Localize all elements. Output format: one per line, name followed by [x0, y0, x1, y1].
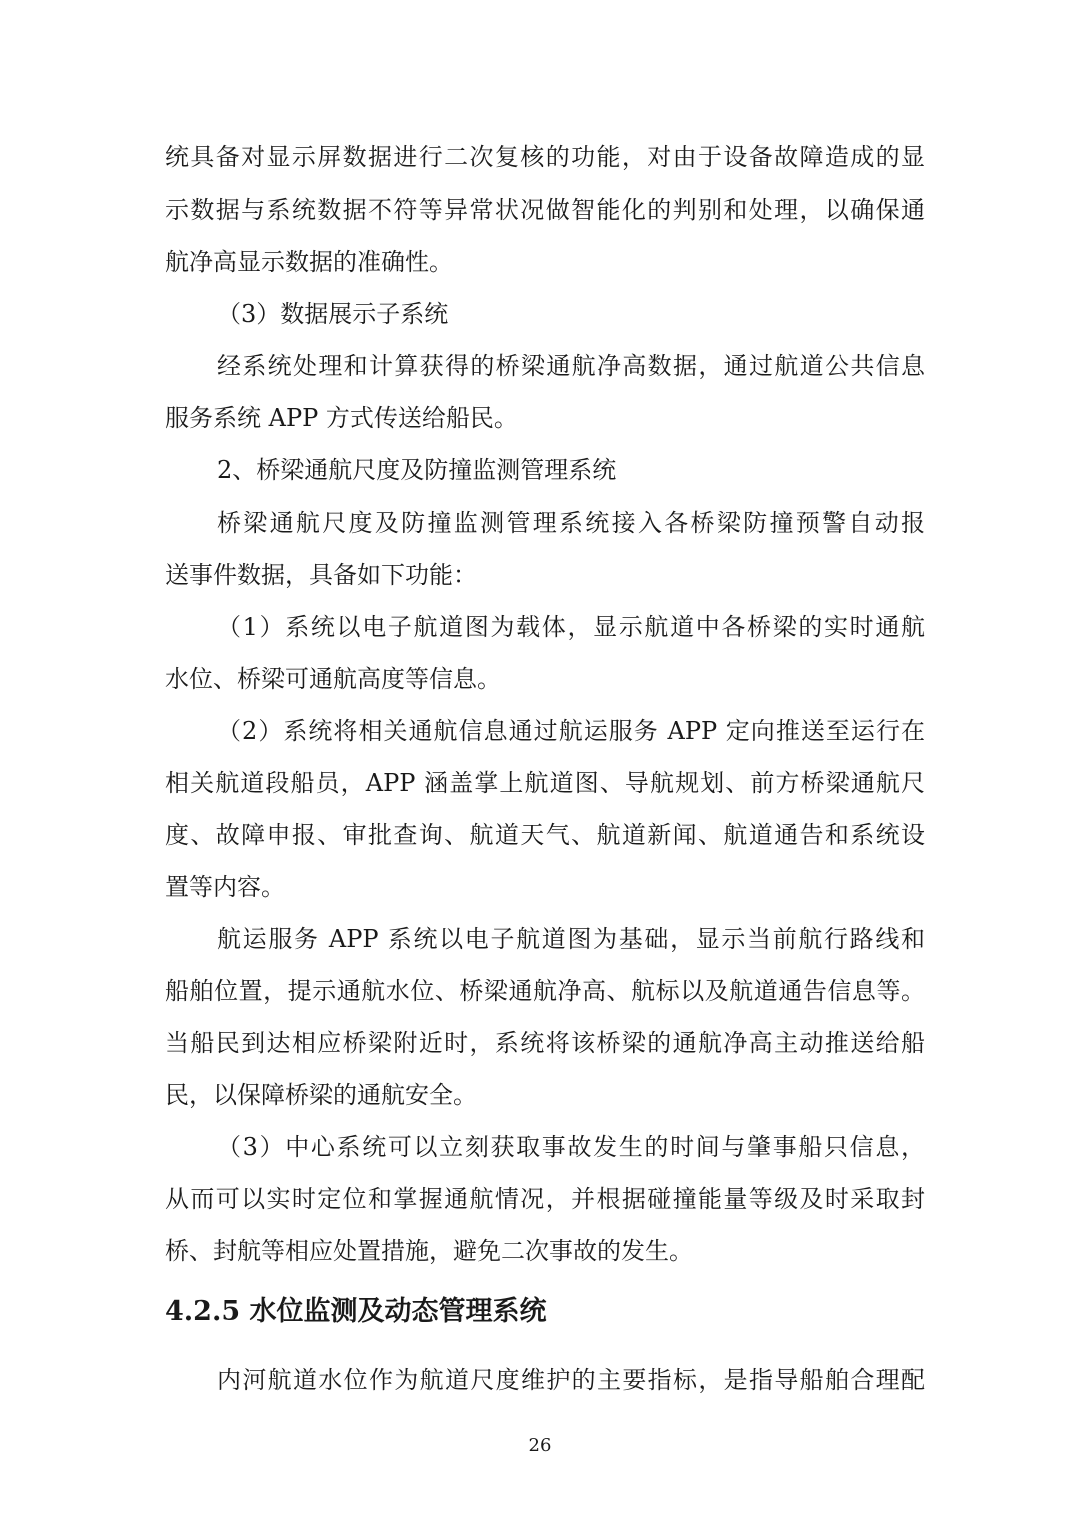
- body-text-line: 航净高显示数据的准确性。: [165, 248, 453, 276]
- body-text-line: 内河航道水位作为航道尺度维护的主要指标，是指导船舶合理配: [217, 1366, 925, 1394]
- body-text-line: 示数据与系统数据不符等异常状况做智能化的判别和处理，以确保通: [165, 196, 925, 224]
- page-number: 26: [528, 1435, 552, 1456]
- body-text-line: 桥、封航等相应处置措施，避免二次事故的发生。: [165, 1237, 693, 1265]
- body-text-line: 桥梁通航尺度及防撞监测管理系统接入各桥梁防撞预警自动报: [217, 509, 925, 537]
- body-text-line: 置等内容。: [165, 873, 285, 901]
- subsection-title: 2、桥梁通航尺度及防撞监测管理系统: [217, 456, 617, 484]
- body-text-line: 送事件数据，具备如下功能：: [165, 561, 477, 589]
- body-text-line: 当船民到达相应桥梁附近时，系统将该桥梁的通航净高主动推送给船: [165, 1029, 925, 1057]
- subsection-title: （3）数据展示子系统: [217, 300, 449, 328]
- body-text-line: （2）系统将相关通航信息通过航运服务 APP 定向推送至运行在: [217, 717, 925, 745]
- body-text-line: 统具备对显示屏数据进行二次复核的功能，对由于设备故障造成的显: [165, 143, 925, 171]
- body-text-line: 相关航道段船员，APP 涵盖掌上航道图、导航规划、前方桥梁通航尺: [165, 769, 925, 797]
- body-text-line: 航运服务 APP 系统以电子航道图为基础，显示当前航行路线和: [217, 925, 925, 953]
- body-text-line: （1）系统以电子航道图为载体，显示航道中各桥梁的实时通航: [217, 613, 925, 641]
- body-text-line: 度、故障申报、审批查询、航道天气、航道新闻、航道通告和系统设: [165, 821, 925, 849]
- body-text-line: 服务系统 APP 方式传送给船民。: [165, 404, 518, 432]
- body-text-line: 经系统处理和计算获得的桥梁通航净高数据，通过航道公共信息: [217, 352, 925, 380]
- section-heading: 4.2.5 水位监测及动态管理系统: [165, 1296, 547, 1327]
- body-text-line: 民，以保障桥梁的通航安全。: [165, 1081, 477, 1109]
- body-text-line: 船舶位置，提示通航水位、桥梁通航净高、航标以及航道通告信息等。: [165, 977, 925, 1005]
- body-text-line: 从而可以实时定位和掌握通航情况，并根据碰撞能量等级及时采取封: [165, 1185, 925, 1213]
- body-text-line: （3）中心系统可以立刻获取事故发生的时间与肇事船只信息，: [217, 1133, 925, 1161]
- body-text-line: 水位、桥梁可通航高度等信息。: [165, 665, 501, 693]
